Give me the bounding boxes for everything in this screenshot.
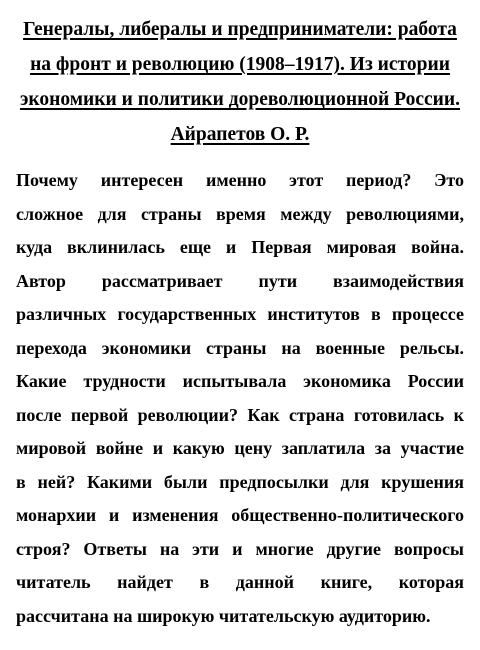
- body-line: перехода экономики страны на военные рельсы.: [16, 337, 464, 358]
- body-line: Автор рассматривает пути взаимодействия: [16, 270, 464, 291]
- body-line: сложное для страны время между революциями,: [16, 203, 464, 224]
- body-line: различных государственных институтов в процессе: [16, 304, 464, 324]
- body-line: рассчитана на широкую читательскую аудиторию.: [16, 605, 431, 626]
- document-title: Генералы, либералы и предприниматели: работа на фронт и революцию (1908–1917). Из истории экономики и политики дореволюционной России. Айрапетов О. Р.: [19, 19, 461, 145]
- body-line: Почему интересен именно этот период? Это: [16, 170, 464, 190]
- body-line: строя? Ответы на эти и многие другие вопросы: [16, 538, 464, 559]
- body-line: в ней? Какими были предпосылки для крушения: [16, 471, 464, 492]
- body-line: читатель найдет в данной книге, которая: [16, 572, 464, 592]
- body-line: мировой войне и какую цену заплатила за участие: [16, 438, 464, 458]
- body-line: после первой революции? Как страна готовилась к: [16, 404, 464, 425]
- body-line: монархии и изменения общественно-политического: [16, 505, 464, 525]
- body-line: Какие трудности испытывала экономика России: [16, 371, 464, 391]
- body-line: куда вклинилась еще и Первая мировая война.: [16, 237, 464, 257]
- document-body: [16, 164, 464, 633]
